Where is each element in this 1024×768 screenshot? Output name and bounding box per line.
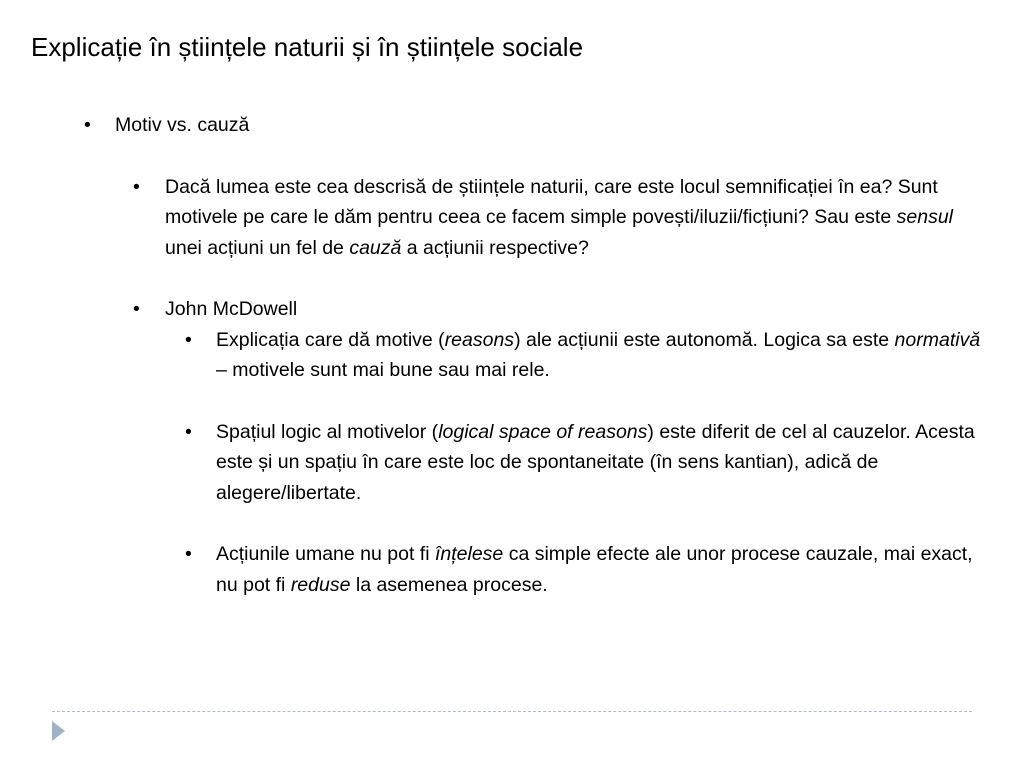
bullet-icon: • xyxy=(84,114,91,136)
bullet-icon: • xyxy=(185,420,192,443)
bullet-icon: • xyxy=(133,298,140,320)
emphasis-text: sensul xyxy=(896,206,953,228)
bullet-text: Explicația care dă motive ( xyxy=(216,328,445,351)
emphasis-text: reduse xyxy=(290,573,351,596)
bullet-text: ca simple efecte ale unor procese cauzale, mai exact, nu pot fi xyxy=(216,543,973,596)
bullet-icon: • xyxy=(185,543,192,565)
bullet-item-actiunile-umane xyxy=(0,539,1024,600)
bullet-text: Dacă lumea este cea descrisă de științele naturii, care este locul semnificației în ea? Sunt motivele pe care le dăm pentru ceea ce facem simple povești/iluzii/ficțiuni? Sau este xyxy=(165,175,938,228)
bullet-text: Acțiunile umane nu pot fi xyxy=(216,543,435,565)
slide-title: Explicație în științele naturii și în științele sociale xyxy=(31,32,584,62)
slide-content xyxy=(0,110,1024,600)
bullet-item-lumea-descrisa xyxy=(0,172,1024,264)
bullet-icon: • xyxy=(133,175,140,198)
footer-divider xyxy=(52,711,972,712)
bullet-item-john-mcdowell xyxy=(0,294,1024,325)
bullet-text: unei acțiuni un fel de xyxy=(165,236,350,259)
triangle-arrow-icon xyxy=(52,721,65,741)
bullet-item-spatiul-logic xyxy=(0,417,1024,509)
bullet-text: – motivele sunt mai bune sau mai rele. xyxy=(216,359,550,381)
emphasis-text: logical space of reasons xyxy=(438,420,648,443)
bullet-icon: • xyxy=(185,328,192,351)
bullet-text: John McDowell xyxy=(165,298,298,320)
emphasis-text: cauză xyxy=(349,236,402,259)
bullet-text: Motiv vs. cauză xyxy=(115,114,250,136)
bullet-text: la asemenea procese. xyxy=(350,573,548,596)
emphasis-text: înțelese xyxy=(434,543,504,565)
bullet-item-motiv-cauza xyxy=(0,110,1024,141)
bullet-text: a acțiunii respective? xyxy=(401,236,589,259)
bullet-text: Spațiul logic al motivelor ( xyxy=(216,420,439,443)
emphasis-text: normativă xyxy=(894,328,981,351)
bullet-text: ) ale acțiunii este autonomă. Logica sa este xyxy=(514,328,895,351)
bullet-text: ) este diferit de cel al cauzelor. Acesta este și un spațiu în care este loc de spontaneitate (în sens kantian), adică de alegere/libertate. xyxy=(216,420,975,504)
emphasis-text: reasons xyxy=(444,328,515,351)
bullet-item-explicatia-motive xyxy=(0,325,1024,386)
